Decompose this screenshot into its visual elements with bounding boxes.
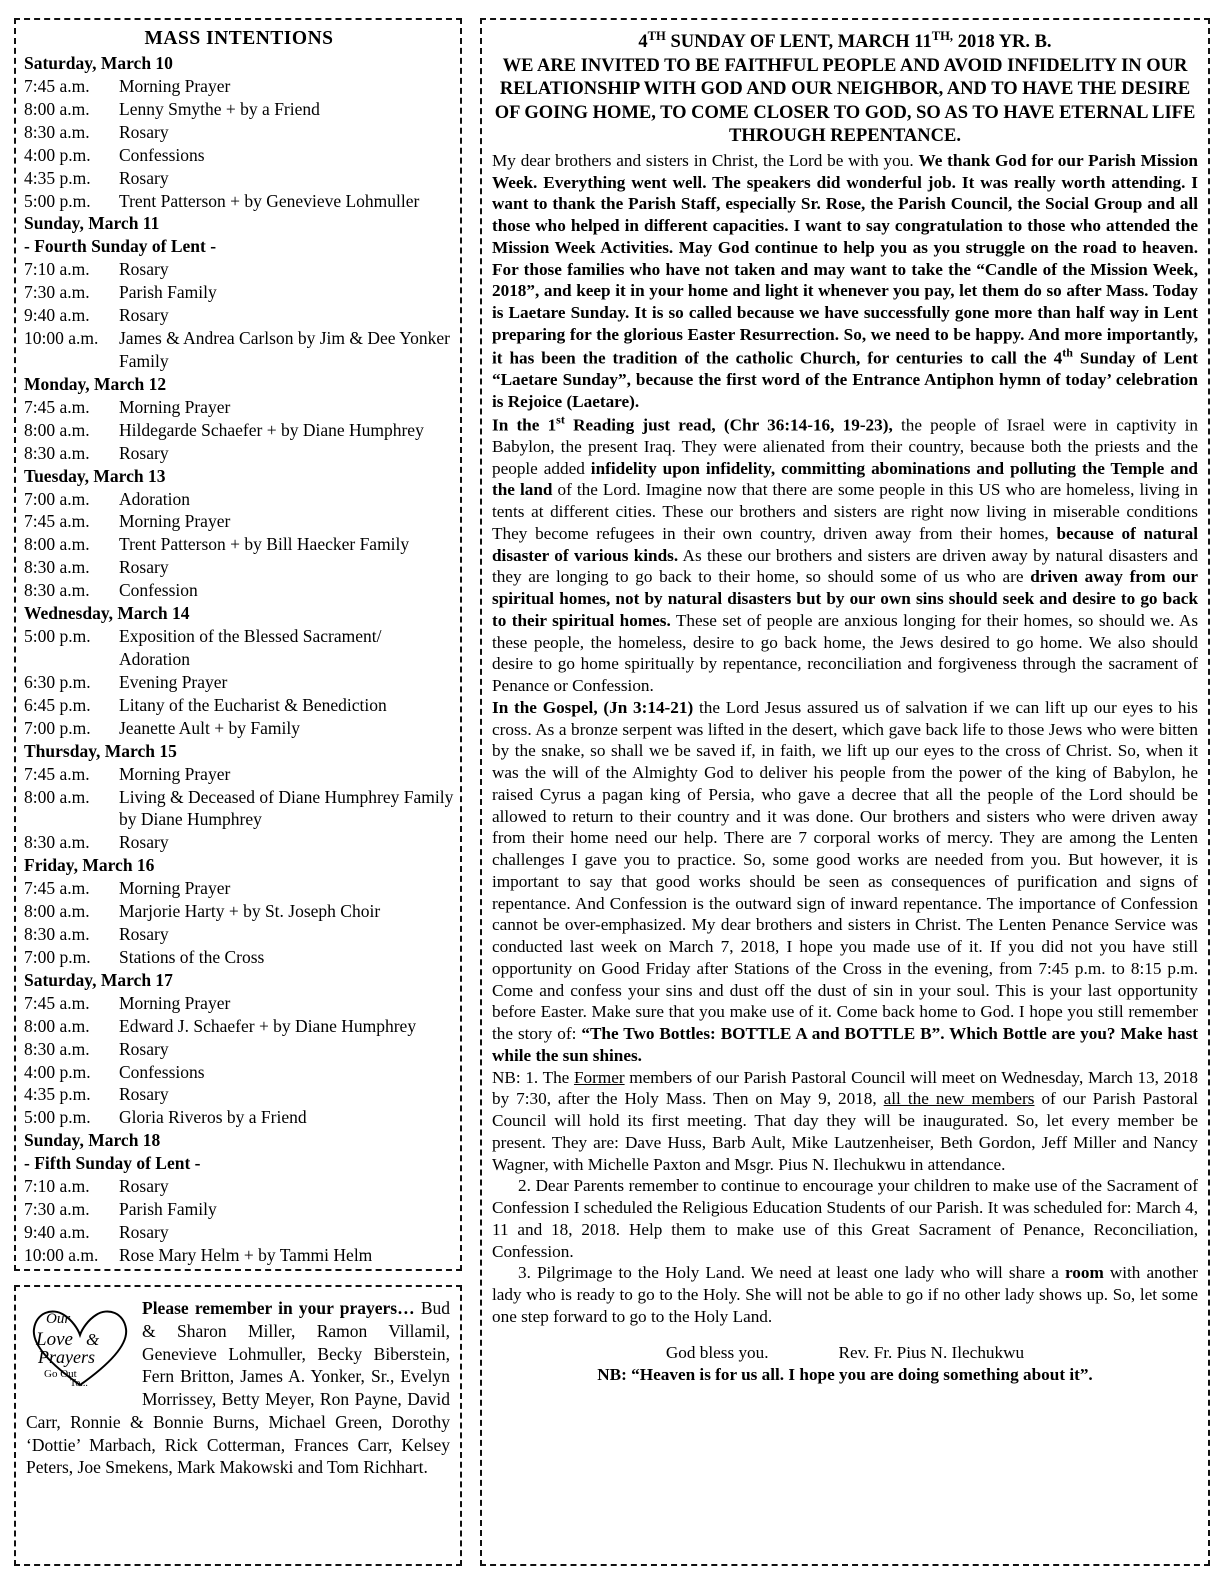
note-3-prefix: 3. Pilgrimage to the Holy Land. We need at least one lady who will share a <box>518 1263 1065 1283</box>
mass-entry-description: Jeanette Ault + by Family <box>119 717 300 738</box>
mass-entry-description: Rosary <box>119 1222 169 1243</box>
mass-entry-description: Morning Prayer <box>119 511 231 532</box>
mass-entry <box>24 121 454 144</box>
mass-entry-description: Morning Prayer <box>119 992 231 1013</box>
mass-entry-time: 7:10 a.m. <box>24 259 90 280</box>
mass-entry <box>24 992 454 1015</box>
mass-entry-time: 8:30 a.m. <box>24 442 90 463</box>
mass-entry-time: 8:00 a.m. <box>24 534 90 555</box>
mass-entry-description: Confessions <box>119 1061 205 1082</box>
mass-entry-description: Marjorie Harty + by St. Joseph Choir <box>119 901 381 922</box>
mass-entry <box>24 1244 454 1267</box>
mass-entry-description: Rosary <box>119 924 169 945</box>
mass-entry-time: 8:30 a.m. <box>24 924 90 945</box>
mass-entry <box>24 1175 454 1198</box>
mass-entry <box>24 75 454 98</box>
mass-entry-time: 9:40 a.m. <box>24 305 90 326</box>
paragraph-note-3 <box>492 1262 1198 1327</box>
mass-entry <box>24 900 454 923</box>
mass-entry-time: 8:30 a.m. <box>24 832 90 853</box>
svg-text:Go Out: Go Out <box>44 1368 77 1380</box>
closing-note: NB: “Heaven is for us all. I hope you are doing something about it”. <box>597 1365 1093 1385</box>
mass-entry-time: 8:00 a.m. <box>24 419 90 440</box>
note-3-bold: room <box>1064 1263 1104 1283</box>
mass-entry-time: 4:35 p.m. <box>24 1084 91 1105</box>
ordinal-suffix: th <box>1062 345 1073 360</box>
laetare-text: Sunday of Lent “Laetare Sunday”, because the first word of the Entrance Antiphon hymn of today’ celebration is Rejoice (Laetare). <box>492 348 1198 411</box>
mass-entry-description: Rosary <box>119 305 169 326</box>
mass-entry-description: Confessions <box>119 144 205 165</box>
mass-entry-description: Adoration <box>119 488 190 509</box>
mass-entry-time: 4:35 p.m. <box>24 167 91 188</box>
mass-day-subheading: - Fourth Sunday of Lent - <box>24 236 217 257</box>
mass-entry-description: Parish Family <box>119 1199 217 1220</box>
greeting-text: My dear brothers and sisters in Christ, the Lord be with you. <box>492 150 919 170</box>
mass-day-heading: Saturday, March 17 <box>24 969 173 990</box>
love-and-prayers-logo-icon <box>26 1299 134 1391</box>
mass-entry-description: Hildegarde Schaefer + by Diane Humphrey <box>119 419 424 440</box>
mass-entry-description: Lenny Smythe + by a Friend <box>119 98 320 119</box>
note-1-underline-1: Former <box>573 1067 625 1087</box>
mass-entry-time: 4:00 p.m. <box>24 144 91 165</box>
mass-entry-description: Rosary <box>119 1084 169 1105</box>
mass-entry <box>24 442 454 465</box>
mass-entry-time: 5:00 p.m. <box>24 1107 91 1128</box>
mass-entry-description: Rose Mary Helm + by Tammi Helm <box>119 1244 373 1265</box>
mass-entry <box>24 1221 454 1244</box>
mass-entry-time: 7:30 a.m. <box>24 282 90 303</box>
gospel-citation: In the Gospel, (Jn 3:14-21) <box>492 697 694 717</box>
bulletin-title: 4TH SUNDAY OF LENT, MARCH $11^{TH,}$ 2018 YR. B. <box>638 29 1052 53</box>
mass-entry-time: 7:00 a.m. <box>24 488 90 509</box>
mass-entry-time: 8:30 a.m. <box>24 557 90 578</box>
mass-entry-description: Evening Prayer <box>119 671 228 692</box>
mass-entry-time: 8:00 a.m. <box>24 1015 90 1036</box>
mass-entry-description: Rosary <box>119 442 169 463</box>
mass-entry-description: Morning Prayer <box>119 763 231 784</box>
mass-entry-description: Trent Patterson + by Genevieve Lohmuller <box>119 190 420 211</box>
note-1-body-1: members of our Parish Pastoral Council will meet on Wednesday, March 13, 2018 by 7:30, after the Holy Mass. Then on May 9, 2018, <box>492 1067 1199 1109</box>
mass-day-subheading: - Fifth Sunday of Lent - <box>24 1153 201 1174</box>
mass-entry <box>24 1038 454 1061</box>
right-column <box>480 18 1210 1566</box>
mass-entry-time: 5:00 p.m. <box>24 190 91 211</box>
first-reading-body-3: As these our brothers and sisters are driven away by natural disasters and they are longing to go back to their home, so should some of us who are <box>492 545 1198 587</box>
mass-entry-time: 7:45 a.m. <box>24 396 90 417</box>
mass-entry-time: 7:00 p.m. <box>24 717 91 738</box>
prayer-list-heading: Please remember in your prayers… <box>142 1298 415 1318</box>
mass-day-heading: Sunday, March 11 <box>24 213 160 234</box>
mass-entry <box>24 671 454 694</box>
mass-entry <box>24 258 454 281</box>
mass-entry-time: 6:45 p.m. <box>24 694 91 715</box>
mass-entry-description: Morning Prayer <box>119 396 231 417</box>
mass-entry-description: Confession <box>119 580 198 601</box>
first-reading-bold-2: because of natural disaster of various kinds. <box>492 523 1198 565</box>
mass-entry <box>24 98 454 121</box>
left-column <box>14 18 462 1566</box>
mass-entry-description: Morning Prayer <box>119 75 231 96</box>
mass-entry-time: 7:30 a.m. <box>24 1199 90 1220</box>
mass-day-heading: Tuesday, March 13 <box>24 465 166 486</box>
svg-text:&: & <box>86 1330 100 1349</box>
mass-intentions-title: MASS INTENTIONS <box>144 28 334 49</box>
mass-day-heading: Saturday, March 10 <box>24 53 173 73</box>
mass-entry <box>24 190 454 213</box>
mass-intentions-list <box>24 52 454 1267</box>
bulletin-headline: WE ARE INVITED TO BE FAITHFUL PEOPLE AND AVOID INFIDELITY IN OUR RELATIONSHIP WITH GOD AND OUR NEIGHBOR, AND TO HAVE THE DESIRE OF GOING HOME, TO COME CLOSER TO GOD, SO AS TO HAVE ETERNAL LIFE THROUGH REPENTANCE. <box>494 55 1196 147</box>
mass-entry <box>24 1015 454 1038</box>
mass-intentions-box <box>14 18 462 1271</box>
mass-entry-time: 4:00 p.m. <box>24 1061 91 1082</box>
mass-entry-description: Edward J. Schaefer + by Diane Humphrey <box>119 1015 417 1036</box>
paragraph-gospel <box>492 697 1198 1067</box>
mass-day-heading: Sunday, March 18 <box>24 1130 161 1151</box>
mass-entry-time: 6:30 p.m. <box>24 671 91 692</box>
mass-entry-time: 8:00 a.m. <box>24 786 90 807</box>
mass-entry <box>24 923 454 946</box>
first-reading-citation: Reading just read, (Chr 36:14-16, 19-23), <box>564 415 893 435</box>
mass-entry <box>24 533 454 556</box>
mission-week-text: We thank God for our Parish Mission Week. Everything went well. The speakers did wonderful job. It was really worth attending. I want to thank the Parish Staff, especially Sr. Rose, the Parish Council, the Social Group and all those who helped in different capacities. I want to say congratulation to those who attended the Mission Week Activities. May God continue to help you as you struggle on the road to heaven. For those families who have not taken and may want to take the “Candle of the Mission Week, 2018”, and keep it in your home and light it whenever you pay, let them do so after Mass. Today is Laetare Sunday. It is so called because we have successfully gone more than half way in Lent preparing for the glorious Easter Resurrection. So, we need to be happy. And more importantly, it has been the tradition of the catholic Church, for centuries to call the 4 <box>492 150 1198 368</box>
mass-entry-description: Exposition of the Blessed Sacrament/ Adoration <box>119 626 382 669</box>
note-1-body-2: of our Parish Pastoral Council will hold its first meeting. That day they will be inaugurated. So, let every member be present. They are: Dave Huss, Barb Ault, Mike Lautzenheiser, Beth Gordon, Jeff Miller and Nancy Wagner, with Michelle Paxton and Msgr. Pius N. Ilechukwu in attendance. <box>492 1089 1198 1174</box>
mass-entry <box>24 831 454 854</box>
mass-entry <box>24 167 454 190</box>
mass-entry-description: James & Andrea Carlson by Jim & Dee Yonker Family <box>119 328 451 371</box>
mass-entry-description: Rosary <box>119 557 169 578</box>
paragraph-first-reading <box>492 413 1198 697</box>
mass-entry-description: Rosary <box>119 1038 169 1059</box>
svg-text:Our: Our <box>46 1311 71 1327</box>
mass-entry <box>24 625 454 671</box>
mass-entry <box>24 396 454 419</box>
mass-entry <box>24 1106 454 1129</box>
mass-entry <box>24 579 454 602</box>
mass-day-heading: Thursday, March 15 <box>24 740 177 761</box>
mass-entry-description: Litany of the Eucharist & Benediction <box>119 694 387 715</box>
mass-entry <box>24 694 454 717</box>
svg-text:To...: To... <box>70 1378 88 1389</box>
mass-entry <box>24 946 454 969</box>
mass-day-heading: Wednesday, March 14 <box>24 603 190 624</box>
mass-entry-description: Rosary <box>119 259 169 280</box>
first-reading-ordinal: st <box>556 412 565 427</box>
closing-signature: Rev. Fr. Pius N. Ilechukwu <box>838 1342 1025 1362</box>
mass-entry <box>24 281 454 304</box>
first-reading-bold-1: infidelity upon infidelity, committing abominations and polluting the Temple and the land <box>492 458 1198 500</box>
mass-entry <box>24 556 454 579</box>
mass-entry-time: 5:00 p.m. <box>24 626 91 647</box>
note-1-prefix: NB: 1. The <box>492 1067 574 1087</box>
paragraph-note-2: 2. Dear Parents remember to continue to encourage your children to make use of the Sacrament of Confession I scheduled the Religious Education Students of our Parish. It was scheduled for: March 4, 11 and 18, 2018. Help them to make use of this Great Sacrament of Penance, Reconciliation, Confession. <box>492 1176 1198 1261</box>
closing-blessing: God bless you. <box>665 1342 769 1362</box>
mass-entry <box>24 1198 454 1221</box>
mass-entry <box>24 1061 454 1084</box>
mass-entry-time: 10:00 a.m. <box>24 328 99 349</box>
mass-entry-description: Stations of the Cross <box>119 946 265 967</box>
mass-entry-time: 9:40 a.m. <box>24 1222 90 1243</box>
gospel-body: the Lord Jesus assured us of salvation if we can lift up our eyes to his cross. As a bronze serpent was lifted in the desert, which gave back life to those Jews who were bitten by the snake, so shall we be saved if, in faith, we lift up our eyes to the cross of Christ. So, when it was the will of the Almighty God to deliver his people from the power of the king of Babylon, he raised Cyrus a pagan king of Persia, who gave a decree that all the people of the Lord should be allowed to return to their country and it was done. Our brothers and sisters who were driven away from their home need our help. There are 7 corporal works of mercy. They are among the Lenten challenges I gave you to practice. So, some good works are needed from you. But however, it is important to say that good works should be seen as consequences of purification and signs of repentance. And Confession is the outward sign of inward repentance. The importance of Confession cannot be over-emphasized. My dear brothers and sisters in Christ. The Lenten Penance Service was conducted last week on March 7, 2018, I hope you made use of it. If you did not you have still opportunity on Good Friday after Stations of the Cross in the evening, from 7:45 p.m. to 8:15 p.m. Come and confess your sins and dust off the dust of sin in your soul. This is your last opportunity before Easter. Make sure that you make use of it. Come back home to God. I hope you still remember the story of: <box>492 697 1198 1044</box>
mass-entry-description: Rosary <box>119 121 169 142</box>
mass-entry-time: 8:00 a.m. <box>24 901 90 922</box>
mass-entry-description: Rosary <box>119 167 169 188</box>
mass-entry <box>24 763 454 786</box>
paragraph-note-1 <box>492 1067 1198 1176</box>
first-reading-body-4: These set of people are anxious longing for their homes, so should we. As these people, the homeless, desire to go back home, the Jews desired to go home. We also should desire to go home spiritually by repentance, reconciliation and forgiveness through the sacrament of Penance or Confession. <box>492 610 1199 696</box>
mass-entry-description: Rosary <box>119 832 169 853</box>
prayer-list-box <box>14 1285 462 1566</box>
note-3-body: with another lady who is ready to go to the Holy. She will not be able to go if no other lady shows up. So, let some one step forward to go to the Holy Land. <box>492 1263 1198 1326</box>
mass-entry <box>24 786 454 832</box>
paragraph-greeting <box>492 150 1198 413</box>
mass-entry <box>24 304 454 327</box>
mass-entry-description: Rosary <box>119 1176 169 1197</box>
note-1-underline-2: all the new members <box>883 1089 1035 1109</box>
mass-entry <box>24 327 454 373</box>
mass-entry-description: Trent Patterson + by Bill Haecker Family <box>119 534 410 555</box>
first-reading-label: In the 1 <box>492 415 557 435</box>
mass-entry-time: 7:45 a.m. <box>24 763 90 784</box>
mass-day-heading: Friday, March 16 <box>24 855 155 876</box>
mass-entry-time: 7:00 p.m. <box>24 946 91 967</box>
mass-entry-time: 8:30 a.m. <box>24 1038 90 1059</box>
mass-entry <box>24 419 454 442</box>
mass-entry-time: 8:30 a.m. <box>24 121 90 142</box>
mass-entry <box>24 510 454 533</box>
mass-entry-description: Morning Prayer <box>119 878 231 899</box>
mass-entry <box>24 877 454 900</box>
mass-entry-time: 7:45 a.m. <box>24 75 90 96</box>
gospel-bold-close: “The Two Bottles: BOTTLE A and BOTTLE B”. Which Bottle are you? Make hast while the sun shines. <box>492 1024 1199 1065</box>
mass-entry-description: Gloria Riveros by a Friend <box>119 1107 307 1128</box>
mass-entry-time: 7:45 a.m. <box>24 511 90 532</box>
mass-entry <box>24 1083 454 1106</box>
mass-entry-time: 7:10 a.m. <box>24 1176 90 1197</box>
first-reading-body-2: of the Lord. Imagine now that there are some people in this US who are homeless, living in tents at different cities. These our brothers and sisters are right now living in miserable conditions They become refugees in their own country, driven away from their homes, <box>492 480 1198 543</box>
pastor-letter-box <box>480 18 1210 1566</box>
mass-entry <box>24 488 454 511</box>
mass-day-heading: Monday, March 12 <box>24 373 167 394</box>
mass-entry-time: 8:30 a.m. <box>24 580 90 601</box>
first-reading-body-1: the people of Israel were in captivity in Babylon, the present Iraq. They were alienated from their country, because both the priests and the people added <box>492 415 1198 478</box>
closing-block <box>492 1342 1198 1387</box>
mass-entry-time: 10:00 a.m. <box>24 1244 99 1265</box>
svg-text:Prayers: Prayers <box>38 1347 95 1367</box>
mass-entry <box>24 717 454 740</box>
mass-entry-time: 7:45 a.m. <box>24 878 90 899</box>
svg-text:Love: Love <box>36 1329 73 1350</box>
mass-entry-time: 7:45 a.m. <box>24 992 90 1013</box>
prayer-list-names: Bud & Sharon Miller, Ramon Villamil, Genevieve Lohmuller, Becky Biberstein, Fern Britton, James A. Yonker, Sr., Evelyn Morrissey, Betty Meyer, Ron Payne, David Carr, Ronnie & Bonnie Burns, Michael Green, Dorothy ‘Dottie’ Marbach, Rick Cotterman, Frances Carr, Kelsey Peters, Joe Smekens, Mark Makowski and Tom Richhart. <box>26 1298 450 1478</box>
mass-entry-time: 8:00 a.m. <box>24 98 90 119</box>
mass-entry <box>24 144 454 167</box>
mass-entry-description: Parish Family <box>119 282 217 303</box>
mass-entry-description: Living & Deceased of Diane Humphrey Family by Diane Humphrey <box>119 786 454 830</box>
closing-line <box>492 1342 1198 1364</box>
first-reading-bold-3: driven away from our spiritual homes, not by natural disasters but by our own sins should seek and desire to go back to their spiritual homes. <box>492 567 1199 630</box>
